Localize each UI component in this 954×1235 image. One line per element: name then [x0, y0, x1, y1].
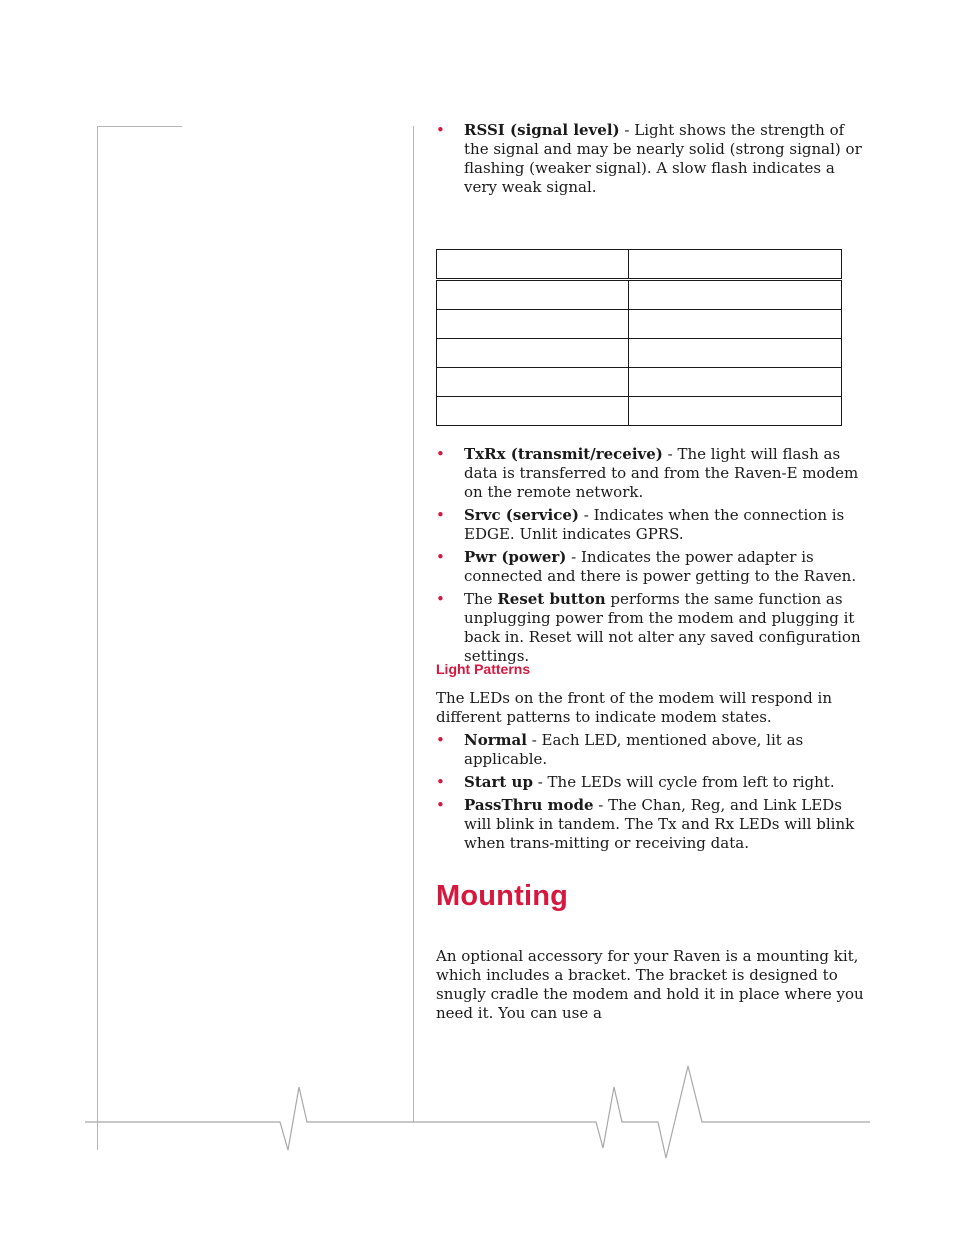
section-heading-mounting: Mounting [436, 880, 569, 912]
list-item [436, 773, 868, 792]
table-cell [437, 280, 629, 310]
table-cell [437, 250, 629, 280]
description-prefix: The [464, 590, 498, 608]
list-item [436, 796, 868, 853]
table-cell [629, 397, 842, 426]
term: RSSI (signal level) [464, 121, 620, 139]
description: - Indicates when the connection is EDGE. Unlit indicates GPRS. [464, 506, 845, 543]
table-cell [629, 368, 842, 397]
description: - The Chan, Reg, and Link LEDs will blink in tandem. The Tx and Rx LEDs will blink when trans-mitting or receiving data. [464, 796, 855, 852]
list-item [436, 548, 868, 586]
term: Start up [464, 773, 533, 791]
term: Srvc (service) [464, 506, 579, 524]
description: - The light will flash as data is transferred to and from the Raven-E modem on the remote network. [464, 445, 859, 501]
led-table [436, 249, 842, 426]
section-heading-light-patterns: Light Patterns [436, 661, 531, 677]
table-cell [629, 250, 842, 280]
table-header-row [437, 250, 842, 280]
term: PassThru mode [464, 796, 594, 814]
bullet-list-leds [436, 445, 868, 670]
table-cell [629, 280, 842, 310]
table-row [437, 368, 842, 397]
bullet-marker: • [436, 731, 445, 749]
table-cell [629, 310, 842, 339]
bullet-marker: • [436, 590, 445, 608]
description: - Each LED, mentioned above, lit as applicable. [464, 731, 804, 768]
bullet-marker: • [436, 445, 445, 463]
description: - The LEDs will cycle from left to right. [532, 773, 835, 791]
table-row [437, 397, 842, 426]
table-cell [437, 368, 629, 397]
table-cell [437, 310, 629, 339]
list-item [436, 445, 868, 502]
bullet-marker: • [436, 121, 445, 139]
term: Pwr (power) [464, 548, 567, 566]
bullet-marker: • [436, 796, 445, 814]
term: Normal [464, 731, 527, 749]
description: performs the same function as unplugging power from the modem and plugging it back in. Reset will not alter any saved configuration settings. [464, 590, 861, 665]
table-row [437, 280, 842, 310]
table-row [437, 310, 842, 339]
table-cell [629, 339, 842, 368]
description: - Indicates the power adapter is connected and there is power getting to the Raven. [464, 548, 857, 585]
list-item [436, 731, 868, 769]
table-cell [437, 339, 629, 368]
term: Reset button [497, 590, 606, 608]
bullet-list-rssi [436, 121, 868, 201]
light-patterns-intro: The LEDs on the front of the modem will respond in different patterns to indicate modem states. [436, 689, 832, 726]
description: - Light shows the strength of the signal and may be nearly solid (strong signal) or flashing (weaker signal). A slow flash indicates a very weak signal. [464, 121, 862, 196]
table-row [437, 339, 842, 368]
list-item [436, 121, 868, 197]
bullet-marker: • [436, 506, 445, 524]
term: TxRx (transmit/receive) [464, 445, 663, 463]
bullet-marker: • [436, 773, 445, 791]
list-item [436, 590, 868, 666]
bullet-list-light-patterns [436, 731, 868, 857]
bullet-marker: • [436, 548, 445, 566]
table-cell [437, 397, 629, 426]
mounting-paragraph: An optional accessory for your Raven is a mounting kit, which includes a bracket. The bracket is designed to snugly cradle the modem and hold it in place where you need it. You can use a [436, 947, 864, 1022]
list-item [436, 506, 868, 544]
